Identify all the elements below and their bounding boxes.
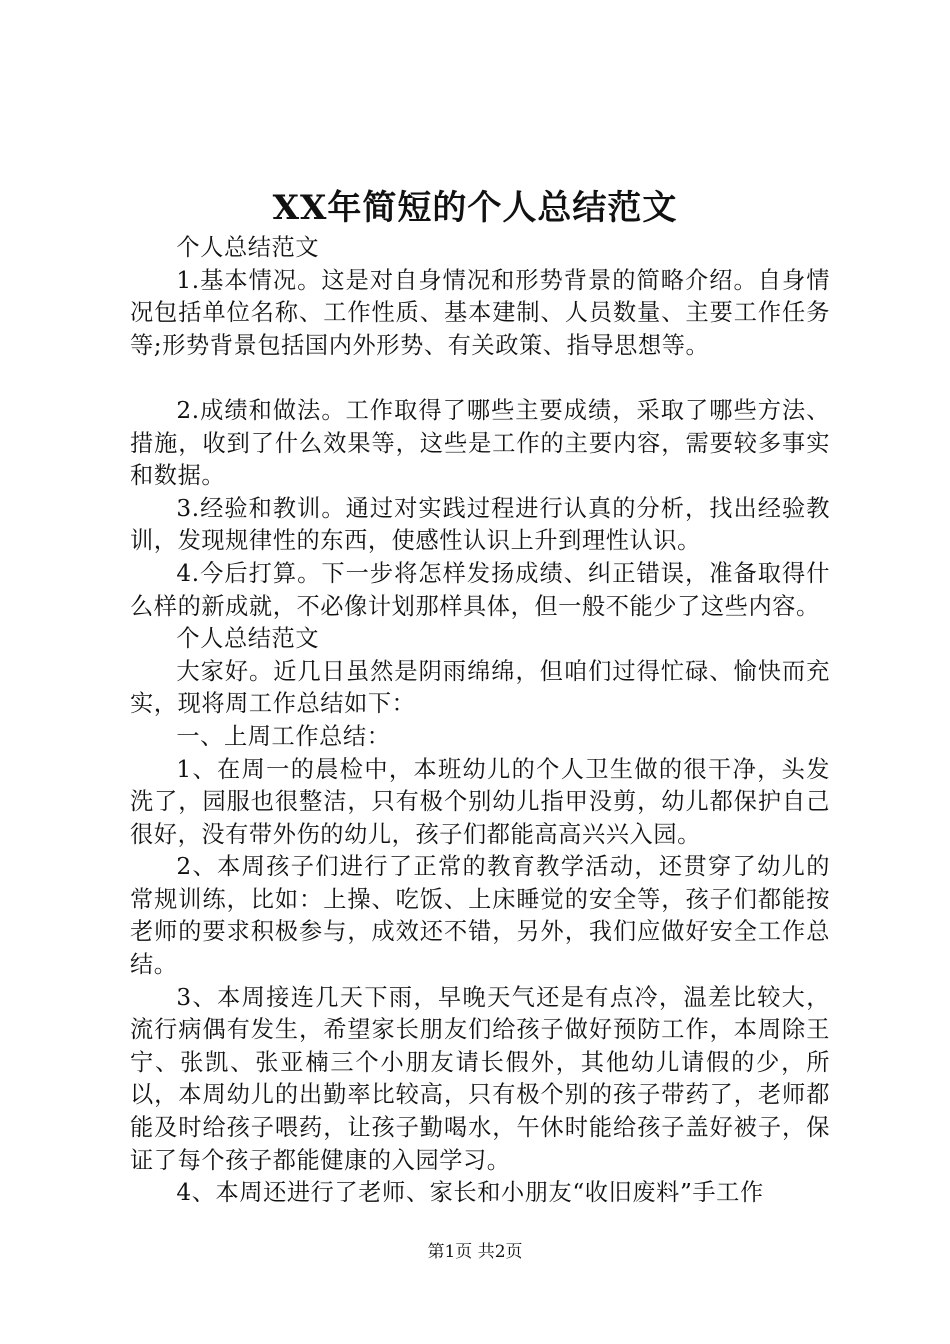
body-paragraph: 4.今后打算。下一步将怎样发扬成绩、纠正错误，准备取得什么样的新成就，不必像计划那样具体，但一般不能少了这些内容。	[130, 559, 830, 620]
page-number: 第1页 共2页	[427, 1242, 523, 1262]
document-body	[130, 232, 830, 1210]
body-paragraph: 大家好。近几日虽然是阴雨绵绵，但咱们过得忙碌、愉快而充实，现将周工作总结如下：	[130, 657, 830, 718]
body-paragraph: 一、上周工作总结：	[176, 722, 391, 750]
document-title: XX年简短的个人总结范文	[272, 188, 678, 228]
body-paragraph: 1、在周一的晨检中，本班幼儿的个人卫生做的很干净，头发洗了，园服也很整洁，只有极个别幼儿指甲没剪，幼儿都保护自己很好，没有带外伤的幼儿，孩子们都能高高兴兴入园。	[130, 755, 830, 848]
body-paragraph: 3.经验和教训。通过对实践过程进行认真的分析，找出经验教训，发现规律性的东西，使感性认识上升到理性认识。	[130, 494, 830, 555]
body-paragraph: 1.基本情况。这是对自身情况和形势背景的简略介绍。自身情况包括单位名称、工作性质、基本建制、人员数量、主要工作任务等;形势背景包括国内外形势、有关政策、指导思想等。	[130, 266, 830, 359]
body-paragraph: 4、本周还进行了老师、家长和小朋友“收旧废料”手工作	[176, 1179, 764, 1207]
section-heading: 个人总结范文	[176, 234, 320, 261]
body-paragraph: 2.成绩和做法。工作取得了哪些主要成绩，采取了哪些方法、措施，收到了什么效果等，这些是工作的主要内容，需要较多事实和数据。	[130, 396, 830, 490]
section-heading: 个人总结范文	[176, 625, 320, 653]
body-paragraph: 3、本周接连几天下雨，早晚天气还是有点冷，温差比较大，流行病偶有发生，希望家长朋友们给孩子做好预防工作，本周除王宁、张凯、张亚楠三个小朋友请长假外，其他幼儿请假的少，所以，本周幼儿的出勤率比较高，只有极个别的孩子带药了，老师都能及时给孩子喂药，让孩子勤喝水，午休时能给孩子盖好被子，保证了每个孩子都能健康的入园学习。	[130, 983, 830, 1174]
body-paragraph: 2、本周孩子们进行了正常的教育教学活动，还贯穿了幼儿的常规训练，比如：上操、吃饭、上床睡觉的安全等，孩子们都能按老师的要求积极参与，成效还不错，另外，我们应做好安全工作总结。	[130, 853, 830, 979]
